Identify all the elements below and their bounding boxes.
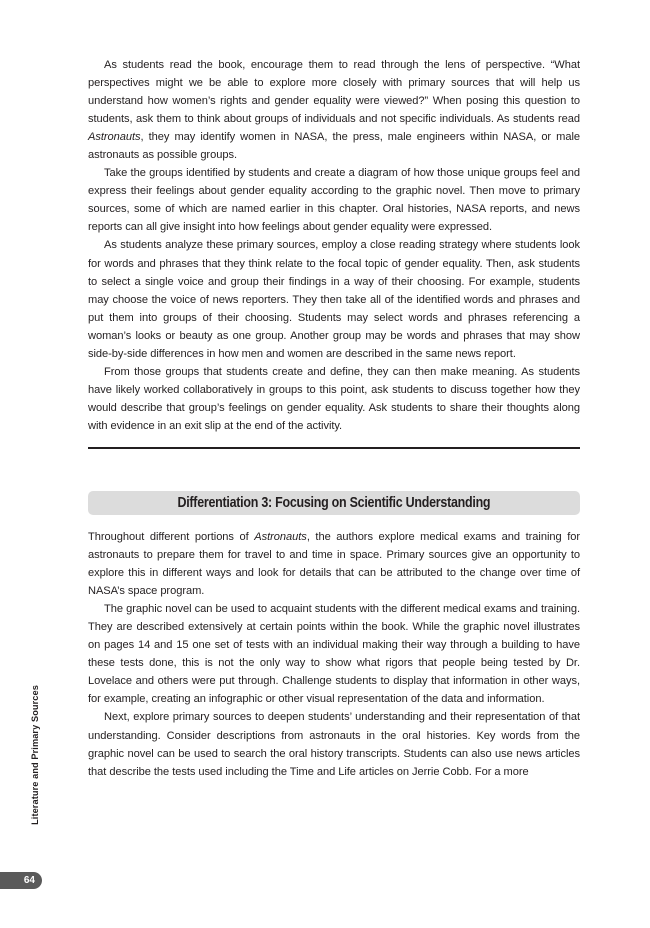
paragraph: [88, 56, 580, 164]
page-column: [88, 56, 580, 781]
paragraph-text: , the authors explore medical exams and training for astronauts to prepare them for travel to and time in space. Primary sources give an opportunity to explore this in different ways and look for details that can be attributed to the change over time of NASA’s space program.: [88, 530, 580, 598]
paragraph-text: As students read the book, encourage them to read through the lens of perspective. “What perspectives might we be able to explore more closely with primary sources that will help us understand how women’s rights and gender equality were viewed?” When posing this question to students, ask them to think about groups of individuals and not specific individuals. As students read: [88, 59, 580, 126]
paragraph: [88, 164, 580, 236]
section-header-bar: [88, 491, 580, 515]
paragraph-text: , they may identify women in NASA, the press, male engineers within NASA, or male astronauts as possible groups.: [88, 131, 580, 162]
page-number-tab: [0, 872, 42, 889]
italic-title: Astronauts: [88, 131, 141, 144]
paragraph-text: Next, explore primary sources to deepen students’ understanding and their representation of that understanding. Consider descriptions from astronauts in the oral histories. Key words from the graphic novel can be used to search the oral history transcripts. Students can also use news articles that describe the tests used including the Time and Life articles on Jerrie Cobb. For a more: [88, 711, 580, 778]
paragraph-text: Throughout different portions of: [88, 530, 255, 543]
paragraph: [88, 236, 580, 362]
body-text-section: [88, 528, 580, 781]
page-number: 64: [23, 875, 35, 886]
section-title: Differentiation 3: Focusing on Scientific Understanding: [177, 494, 491, 511]
section-divider-rule: [88, 447, 580, 449]
running-head-label: Literature and Primary Sources: [30, 685, 40, 825]
paragraph: [88, 528, 580, 600]
paragraph-text: As students analyze these primary sources, employ a close reading strategy where students look for words and phrases that they think relate to the focal topic of gender equality. Then, ask students to select a single voice and group their findings in a way of their choosing. For example, students may choose the voice of news reporters. They then take all of the identified words and phrases and put them into groups of their choosing. Students may select words and phrases referencing a woman’s looks or beauty as one group. Another group may be words and phrases that may show side-by-side differences in how men and women are described in the same news report.: [88, 239, 580, 360]
paragraph-text: Take the groups identified by students and create a diagram of how those unique groups feel and express their feelings about gender equality according to the graphic novel. Then move to primary sources, some of which are named earlier in this chapter. Oral histories, NASA reports, and news reports can all give insight into how feelings about gender equality were expressed.: [88, 167, 580, 234]
paragraph-text: The graphic novel can be used to acquaint students with the different medical exams and training. They are described extensively at certain points within the book. While the graphic novel illustrates on pages 14 and 15 one set of tests with an individual making their way through a building to have these tests done, this is not the only way to show what rigors that people being tested by Dr. Lovelace and others were put through. Challenge students to display that information in other ways, for example, creating an infographic or other visual representation of the data and information.: [88, 603, 580, 706]
paragraph: [88, 708, 580, 780]
body-text-top: [88, 56, 580, 435]
italic-title: Astronauts: [254, 530, 307, 543]
paragraph: [88, 363, 580, 435]
running-head: [26, 680, 44, 830]
paragraph-text: From those groups that students create and define, they can then make meaning. As students have likely worked collaboratively in groups to this point, ask students to discuss together how they would describe that group’s feelings on gender equality. Ask students to share their thoughts along with evidence in an exit slip at the end of the activity.: [88, 365, 580, 432]
paragraph: [88, 600, 580, 708]
